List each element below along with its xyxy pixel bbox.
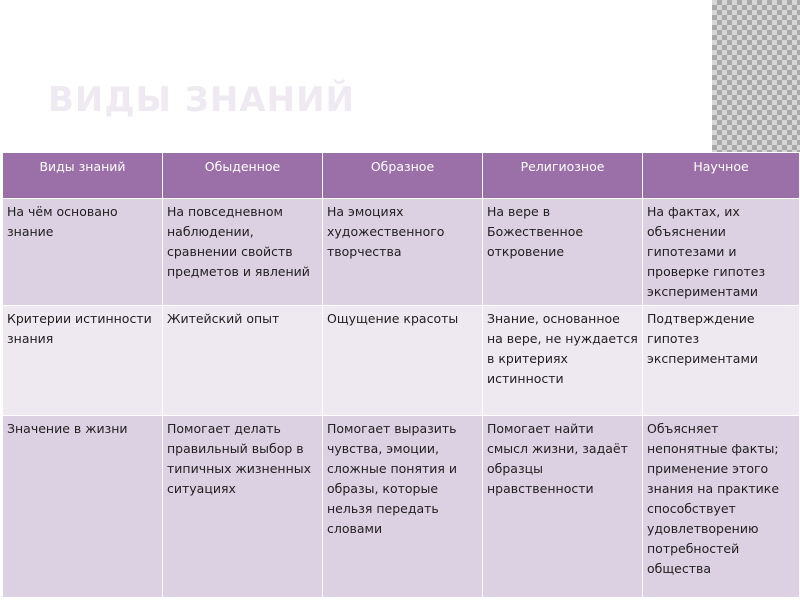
table-cell: На повседневном наблюдении, сравнении свойств предметов и явлений [163,199,323,306]
table-cell: На эмоциях художественного творчества [323,199,483,306]
table-row [3,416,800,598]
table-header-row [3,153,800,199]
row-label-cell: Значение в жизни [3,416,163,598]
header-cell: Научное [643,153,800,199]
table-row [3,306,800,416]
header-cell: Обыденное [163,153,323,199]
header-cell: Образное [323,153,483,199]
header-cell: Религиозное [483,153,643,199]
table-cell: Ощущение красоты [323,306,483,416]
table-cell: На фактах, их объяснении гипотезами и проверке гипотез экспериментами [643,199,800,306]
row-label-cell: Критерии истинности знания [3,306,163,416]
header-cell: Виды знаний [3,153,163,199]
table-cell: Объясняет непонятные факты; применение этого знания на практике способствует удовлетворению потребностей общества [643,416,800,598]
knowledge-types-table [2,152,800,598]
row-label-cell: На чём основано знание [3,199,163,306]
slide-title: ВИДЫ ЗНАНИЙ [48,80,356,120]
table-cell: Знание, основанное на вере, не нуждается в критериях истинности [483,306,643,416]
table-cell: Помогает найти смысл жизни, задаёт образцы нравственности [483,416,643,598]
corner-pattern-decoration [712,0,800,155]
table-row [3,199,800,306]
table-cell: Подтверждение гипотез экспериментами [643,306,800,416]
table-cell: Помогает делать правильный выбор в типичных жизненных ситуациях [163,416,323,598]
table-cell: Помогает выразить чувства, эмоции, сложные понятия и образы, которые нельзя передать словами [323,416,483,598]
table-cell: Житейский опыт [163,306,323,416]
table-cell: На вере в Божественное откровение [483,199,643,306]
